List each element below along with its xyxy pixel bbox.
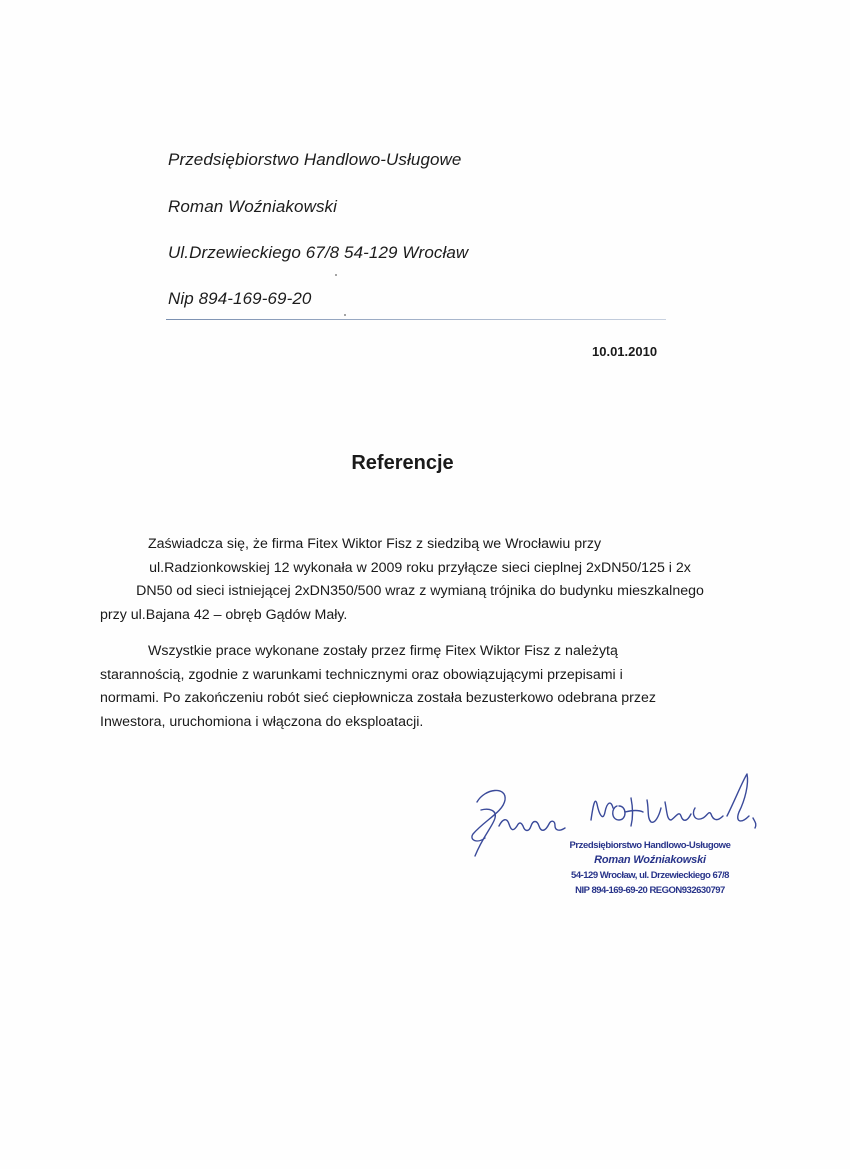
stamp-ids: NIP 894-169-69-20 REGON932630797 [575,885,725,896]
paragraph-line: Zaświadcza się, że firma Fitex Wiktor Fisz z siedzibą we Wrocławiu przy [148,536,602,552]
scan-speck [344,314,346,316]
letterhead-nip: Nip 894-169-69-20 [168,289,312,308]
scan-speck [335,274,337,276]
body-paragraph-1 [100,533,740,627]
stamp-company: Przedsiębiorstwo Handlowo-Usługowe [569,840,731,851]
paragraph-line: przy ul.Bajana 42 – obręb Gądów Mały. [100,606,348,623]
letter-title: Referencje [351,452,454,474]
paragraph-line: starannością, zgodnie z warunkami technicznymi oraz obowiązującymi przepisami i [100,666,623,683]
letterhead-divider [166,319,666,320]
paragraph-line: normami. Po zakończeniu robót sieć ciepłownicza została bezusterkowo odebrana przez [100,690,656,706]
paragraph-line: ul.Radzionkowskiej 12 wykonała w 2009 roku przyłącze sieci cieplnej 2xDN50/125 i 2x [149,559,691,576]
paragraph-line: Inwestora, uruchomiona i włączona do eksploatacji. [100,713,424,730]
paragraph-line: DN50 od sieci istniejącej 2xDN350/500 wraz z wymianą trójnika do budynku mieszkalnego [136,583,704,599]
company-stamp [540,838,760,898]
letterhead-company: Przedsiębiorstwo Handlowo-Usługowe [168,150,462,169]
paragraph-line: Wszystkie prace wykonane zostały przez firmę Fitex Wiktor Fisz z należytą [148,643,618,659]
body-paragraph-2 [100,640,740,734]
letter-date: 10.01.2010 [592,344,658,359]
letterhead-owner: Roman Woźniakowski [168,197,338,216]
letterhead-address: Ul.Drzewieckiego 67/8 54-129 Wrocław [168,243,469,262]
stamp-address: 54-129 Wrocław, ul. Drzewieckiego 67/8 [571,870,729,881]
stamp-owner: Roman Woźniakowski [594,854,706,866]
